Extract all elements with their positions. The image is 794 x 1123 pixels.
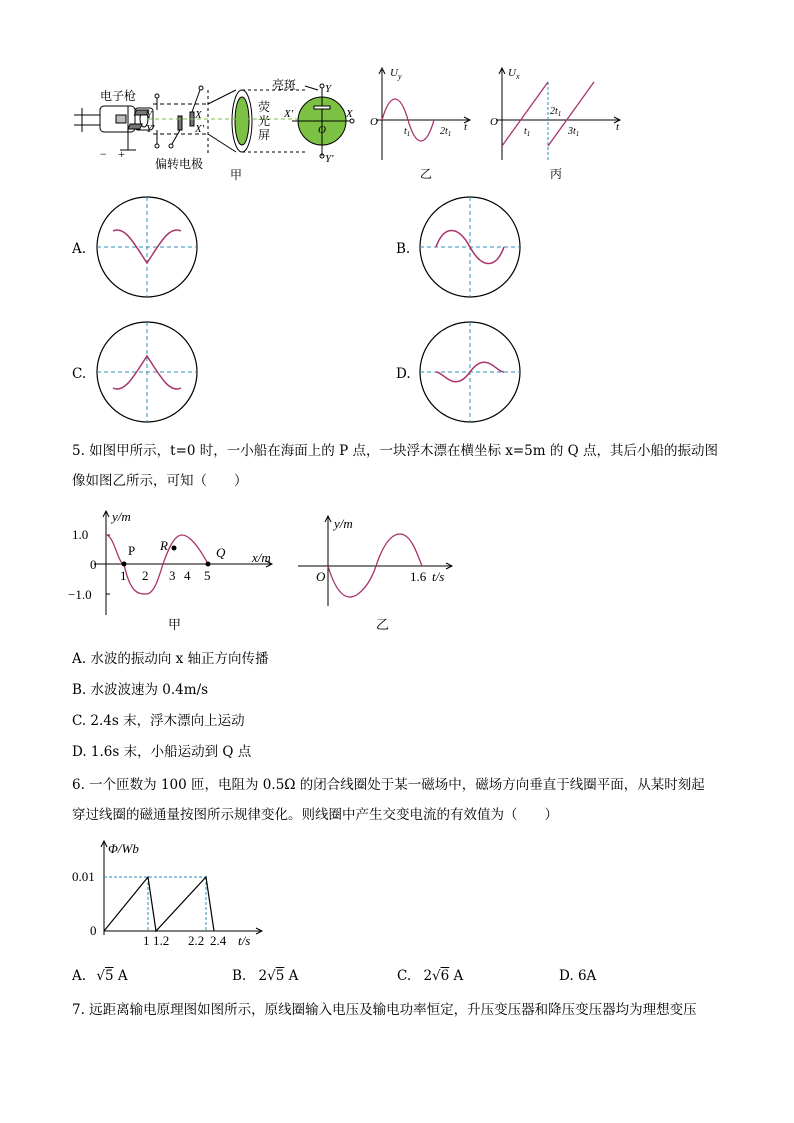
q6-xtick-1: 1 — [143, 933, 150, 948]
q5-jia-ytick-neg1: −1.0 — [68, 587, 92, 602]
q5-jia-ytick-0: 0 — [90, 557, 97, 572]
q5-option-c[interactable]: C. 2.4s 末，浮木漂向上运动 — [72, 713, 245, 729]
q5-graph-yi — [292, 510, 462, 635]
pole-yp: Y' — [325, 153, 334, 165]
sqrt-icon: √5 — [96, 968, 114, 984]
option-b-label[interactable]: B. — [396, 241, 411, 257]
ux-axis-label: $U_x$ — [508, 67, 520, 81]
q6-xtick-1-2: 1.2 — [153, 933, 170, 948]
caption-bing: 丙 — [550, 167, 563, 181]
q5-option-a[interactable]: A. 水波的振动向 x 轴正方向传播 — [72, 651, 269, 667]
ux-origin: O — [490, 116, 498, 128]
q6-ytick: 0.01 — [72, 869, 95, 884]
q5-yi-xtick: 1.6 — [410, 569, 427, 584]
q6-stem-line1: 6. 一个匝数为 100 匝，电阻为 0.5Ω 的闭合线圈处于某一磁场中，磁场方向垂直于线圈平面，从某时刻起 — [72, 777, 705, 793]
caption-yi: 乙 — [420, 167, 433, 181]
pole-xp-left: X' — [195, 123, 205, 135]
q6-option-d[interactable]: D. 6A — [559, 968, 597, 984]
caption-jia: 甲 — [230, 168, 243, 182]
q6-origin: 0 — [90, 923, 97, 938]
pole-yp-left: Y' — [146, 123, 155, 135]
q6-flux-graph — [66, 835, 276, 950]
q6-xlabel: t/s — [238, 933, 251, 948]
q5-jia-label-r: R — [160, 538, 168, 553]
label-minus: − — [100, 147, 107, 161]
sqrt-icon: √6 — [432, 968, 450, 984]
screen-origin: O — [318, 124, 326, 136]
option-c-label[interactable]: C. — [72, 366, 87, 382]
crt-diagram — [60, 60, 380, 185]
screen-option-a[interactable] — [95, 195, 199, 299]
q6-ylabel: Φ/Wb — [108, 841, 139, 856]
q6-option-b[interactable]: B. 2√5 A — [232, 968, 299, 984]
q5-jia-label-q: Q — [216, 545, 226, 560]
ux-tick-t1: $t_1$ — [524, 126, 531, 138]
label-gun: 电子枪 — [100, 89, 137, 103]
q5-jia-xlabel: x/m — [252, 550, 271, 565]
q5-stem-line2: 像如图乙所示，可知（ ） — [72, 473, 248, 489]
label-screen-1: 荧 — [258, 100, 271, 114]
q5-yi-ylabel: y/m — [334, 516, 353, 531]
uy-tick-t1: $t_1$ — [404, 126, 411, 138]
point-q-dot — [206, 562, 211, 567]
uy-axis-label: $U_y$ — [390, 67, 402, 81]
q6-option-c[interactable]: C. 2√6 A — [397, 968, 464, 984]
graph-uy — [368, 62, 478, 182]
option-d-label[interactable]: D. — [396, 366, 411, 382]
q5-jia-xtick-2: 2 — [142, 568, 149, 583]
screen-option-b[interactable] — [418, 195, 522, 299]
pole-x: X — [346, 108, 353, 120]
q6-flux-line — [104, 877, 214, 931]
q5-jia-ylabel: y/m — [112, 509, 131, 524]
label-electrodes: 偏转电极 — [155, 157, 204, 171]
label-screen-2: 光 — [258, 114, 271, 128]
ux-tick-2t1: $2t_1$ — [550, 106, 562, 118]
q5-jia-xtick-1: 1 — [120, 568, 127, 583]
q5-jia-xtick-4: 4 — [184, 568, 191, 583]
q5-jia-label-p: P — [128, 543, 136, 558]
q5-jia-ytick-1: 1.0 — [72, 527, 89, 542]
q5-option-b[interactable]: B. 水波波速为 0.4m/s — [72, 682, 209, 698]
screen-option-d[interactable] — [418, 320, 522, 424]
q5-stem-line1: 5. 如图甲所示，t=0 时，一小船在海面上的 P 点，一块浮木漂在横坐标 x=5m 的 Q 点，其后小船的振动图 — [72, 443, 719, 459]
q7-stem-line1: 7. 远距离输电原理图如图所示，原线圈输入电压及输电功率恒定，升压变压器和降压变压器均为理想变压 — [72, 1002, 697, 1018]
pole-y-left: Y — [146, 109, 153, 121]
sqrt-icon: √5 — [267, 968, 285, 984]
uy-axis-x: t — [464, 121, 468, 133]
uy-tick-2t1: $2t_1$ — [440, 126, 452, 138]
point-r-dot — [172, 546, 177, 551]
label-plus: + — [118, 147, 125, 161]
q5-yi-origin: O — [316, 569, 326, 584]
q5-option-d[interactable]: D. 1.6s 末，小船运动到 Q 点 — [72, 744, 252, 760]
q6-xtick-2-4: 2.4 — [210, 933, 227, 948]
ux-tick-3t1: $3t_1$ — [568, 126, 580, 138]
q5-caption-jia: 甲 — [168, 617, 182, 632]
pole-x-left: X — [195, 109, 202, 121]
pole-xp: X' — [284, 108, 294, 120]
point-p-dot — [122, 562, 127, 567]
pole-y: Y — [325, 83, 332, 95]
q6-xtick-2-2: 2.2 — [188, 933, 205, 948]
uy-origin: O — [370, 116, 378, 128]
label-screen-3: 屏 — [258, 128, 271, 142]
q5-jia-xtick-3: 3 — [169, 568, 176, 583]
ux-axis-x: t — [616, 121, 620, 133]
q6-option-a[interactable]: A. √5 A — [72, 968, 128, 984]
option-a-label[interactable]: A. — [72, 241, 87, 257]
q6-stem-line2: 穿过线圈的磁通量按图所示规律变化。则线圈中产生交变电流的有效值为（ ） — [72, 807, 558, 823]
screen-option-c[interactable] — [95, 320, 199, 424]
q5-yi-xlabel: t/s — [432, 569, 445, 584]
label-spot: 亮斑 — [272, 78, 297, 92]
graph-ux — [488, 62, 628, 182]
q5-caption-yi: 乙 — [376, 617, 390, 632]
q5-graph-jia — [66, 505, 286, 635]
q5-jia-xtick-5: 5 — [204, 568, 211, 583]
